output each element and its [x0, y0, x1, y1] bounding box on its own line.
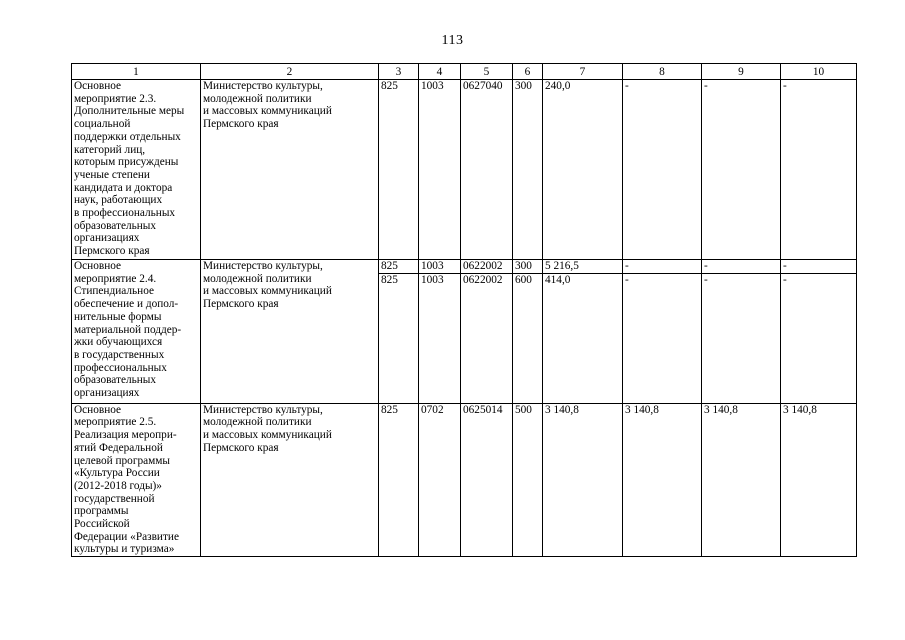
activity-name: Основное мероприятие 2.4. Стипендиальное обеспечение и допол- нительные формы материальной поддер- жки обучающихся в государственных профессиональных образовательных организациях — [72, 260, 201, 404]
header-col-6: 6 — [513, 64, 543, 80]
header-col-5: 5 — [461, 64, 513, 80]
header-col-3: 3 — [379, 64, 419, 80]
admin-code: 825 — [379, 403, 419, 556]
amount-col-9: - — [702, 260, 781, 274]
target-article-code: 0625014 — [461, 403, 513, 556]
amount-col-7: 414,0 — [543, 273, 623, 403]
activity-name: Основное мероприятие 2.3. Дополнительные меры социальной поддержки отдельных категорий лиц, которым присуждены ученые степени кандидата и доктора наук, работающих в профессиональных образовательных организациях Пермского края — [72, 80, 201, 260]
section-code: 1003 — [419, 260, 461, 274]
section-code: 0702 — [419, 403, 461, 556]
amount-col-8: - — [623, 273, 702, 403]
expense-type-code: 300 — [513, 260, 543, 274]
amount-col-9: - — [702, 80, 781, 260]
amount-col-7: 240,0 — [543, 80, 623, 260]
section-code: 1003 — [419, 80, 461, 260]
budget-table — [71, 63, 857, 557]
amount-col-10: 3 140,8 — [781, 403, 857, 556]
table-row — [72, 260, 857, 274]
amount-col-9: - — [702, 273, 781, 403]
header-col-10: 10 — [781, 64, 857, 80]
executor-name: Министерство культуры, молодежной политики и массовых коммуникаций Пермского края — [201, 403, 379, 556]
executor-name: Министерство культуры, молодежной политики и массовых коммуникаций Пермского края — [201, 80, 379, 260]
header-col-2: 2 — [201, 64, 379, 80]
activity-name: Основное мероприятие 2.5. Реализация меропри- ятий Федеральной целевой программы «Культура России (2012-2018 годы)» государственной программы Российской Федерации «Развитие культуры и туризма» — [72, 403, 201, 556]
section-code: 1003 — [419, 273, 461, 403]
table-row — [72, 403, 857, 556]
header-col-4: 4 — [419, 64, 461, 80]
executor-name: Министерство культуры, молодежной политики и массовых коммуникаций Пермского края — [201, 260, 379, 404]
amount-col-8: 3 140,8 — [623, 403, 702, 556]
target-article-code: 0622002 — [461, 260, 513, 274]
amount-col-8: - — [623, 80, 702, 260]
amount-col-10: - — [781, 260, 857, 274]
target-article-code: 0622002 — [461, 273, 513, 403]
header-col-8: 8 — [623, 64, 702, 80]
admin-code: 825 — [379, 80, 419, 260]
page-number: 113 — [441, 33, 464, 48]
target-article-code: 0627040 — [461, 80, 513, 260]
amount-col-8: - — [623, 260, 702, 274]
expense-type-code: 300 — [513, 80, 543, 260]
amount-col-9: 3 140,8 — [702, 403, 781, 556]
expense-type-code: 500 — [513, 403, 543, 556]
amount-col-7: 3 140,8 — [543, 403, 623, 556]
admin-code: 825 — [379, 260, 419, 274]
amount-col-10: - — [781, 273, 857, 403]
header-row — [72, 64, 857, 80]
header-col-7: 7 — [543, 64, 623, 80]
admin-code: 825 — [379, 273, 419, 403]
table-row — [72, 80, 857, 260]
amount-col-7: 5 216,5 — [543, 260, 623, 274]
expense-type-code: 600 — [513, 273, 543, 403]
header-col-9: 9 — [702, 64, 781, 80]
header-col-1: 1 — [72, 64, 201, 80]
amount-col-10: - — [781, 80, 857, 260]
